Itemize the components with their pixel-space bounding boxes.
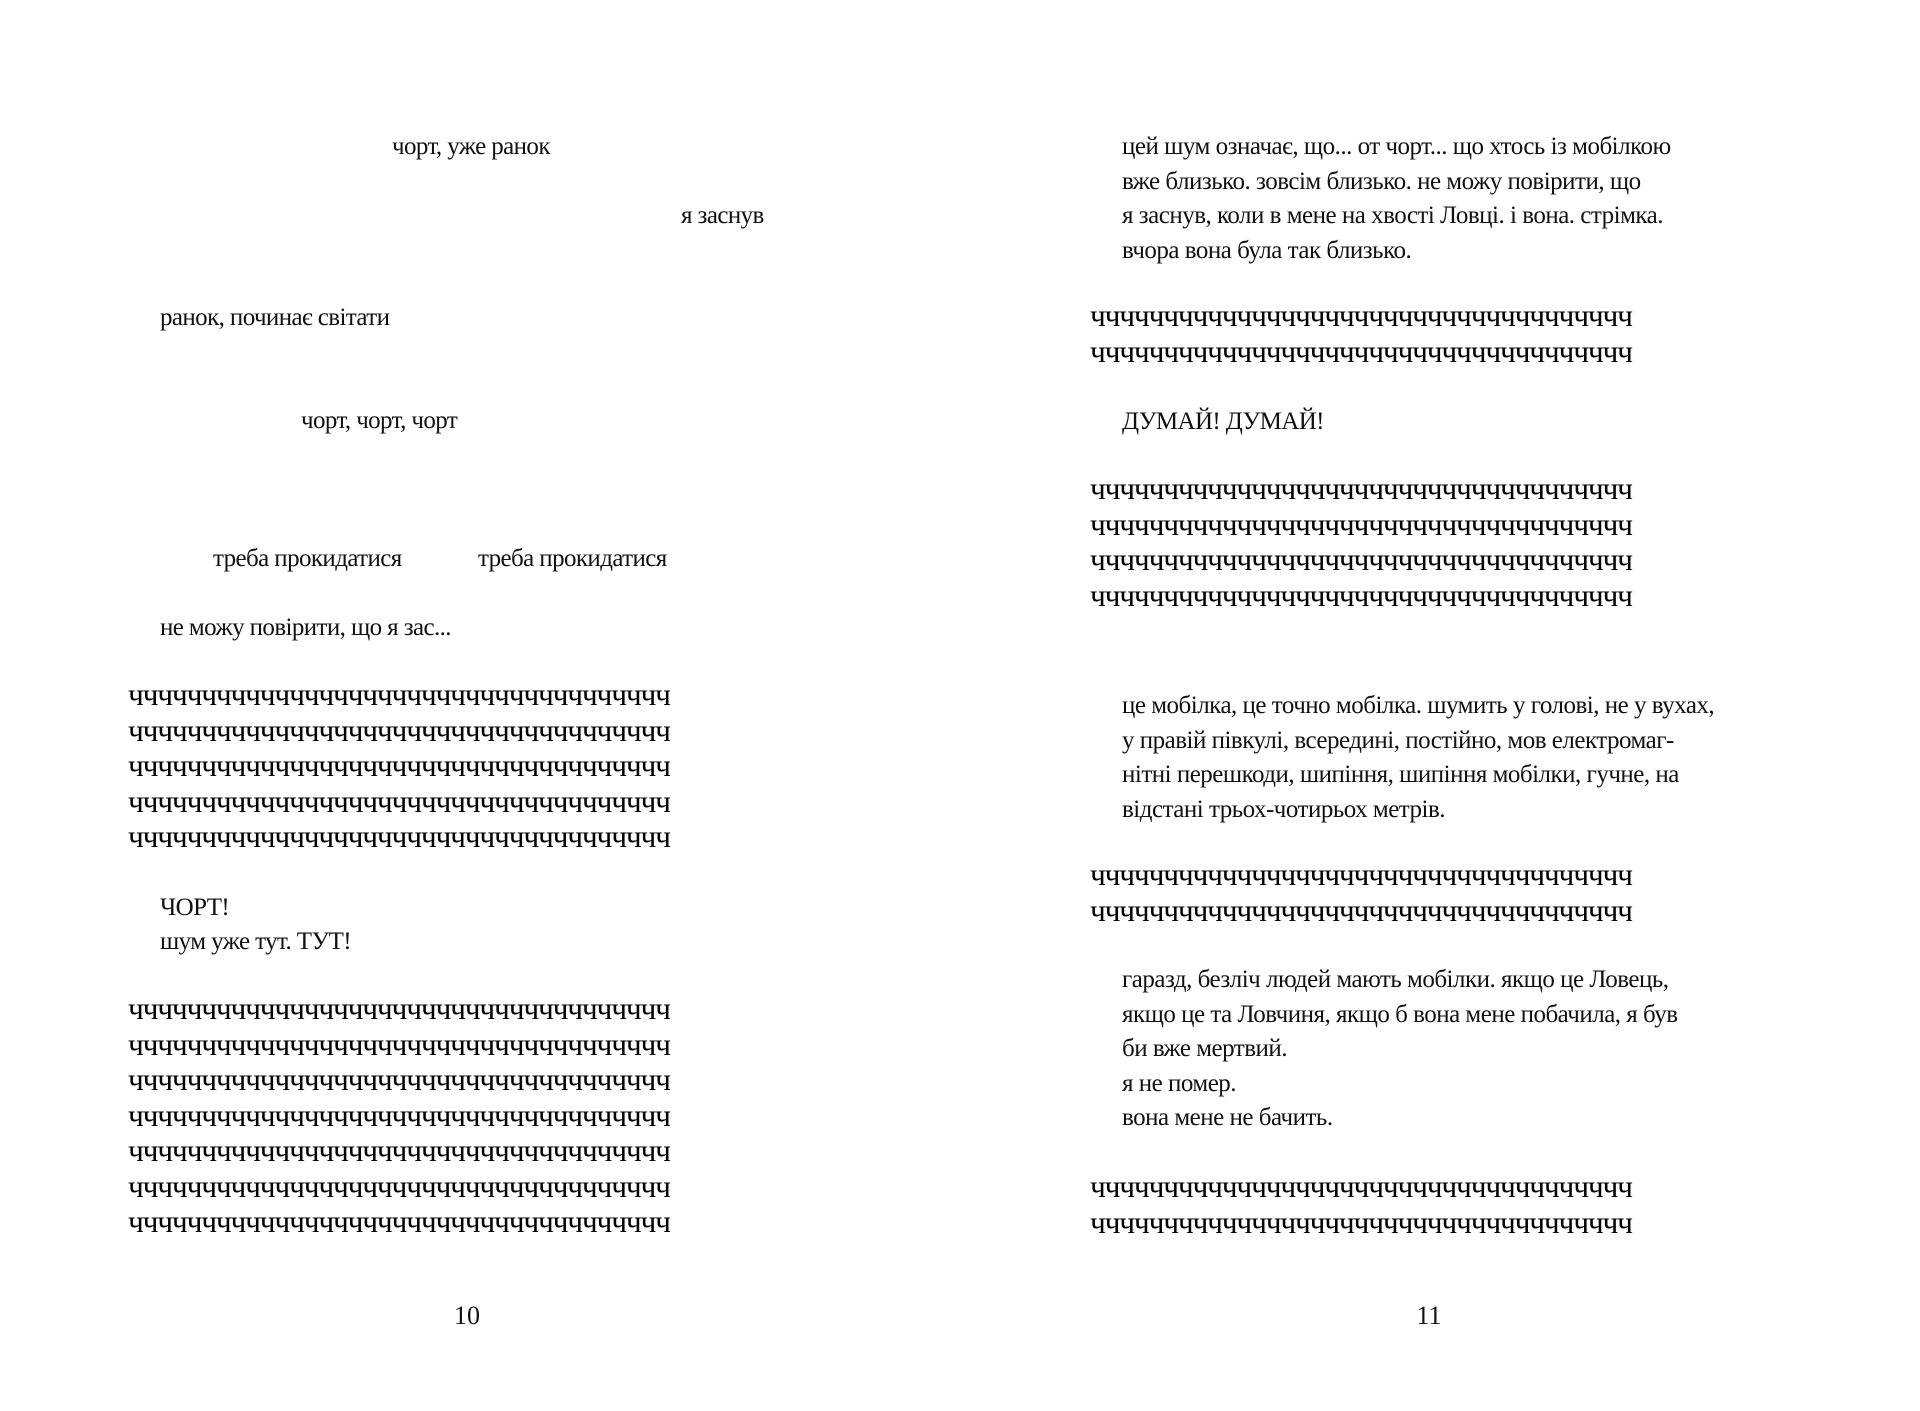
text-line: треба прокидатися	[478, 545, 667, 572]
noise-line: ччччччччччччччччччччччччччччччччччччч	[128, 991, 670, 1026]
paragraph-line: це мобілка, це точно мобілка. шумить у голові, не у вухах,	[1122, 692, 1715, 719]
paragraph-line: цей шум означає, що... от чорт... що хтось із мобілкою	[1122, 133, 1671, 160]
paragraph	[1122, 963, 1707, 1136]
noise-line: ччччччччччччччччччччччччччччччччччччч	[1090, 892, 1632, 928]
noise-line: ччччччччччччччччччччччччччччччччччччч	[128, 1026, 670, 1062]
noise-line: ччччччччччччччччччччччччччччччччччччч	[128, 819, 670, 854]
paragraph-line: вона мене не бачить.	[1122, 1104, 1333, 1131]
noise-line: ччччччччччччччччччччччччччччччччччччч	[128, 712, 670, 748]
text-line: чорт, уже ранок	[392, 133, 550, 160]
noise-line: ччччччччччччччччччччччччччччччччччччч	[1090, 506, 1632, 542]
text-line: чорт, чорт, чорт	[301, 407, 458, 434]
noise-line: ччччччччччччччччччччччччччччччччччччч	[128, 677, 670, 712]
noise-block	[1090, 298, 1772, 369]
noise-line: ччччччччччччччччччччччччччччччччччччч	[128, 1133, 670, 1168]
noise-line: ччччччччччччччччччччччччччччччччччччч	[128, 748, 670, 783]
right-page	[960, 0, 1920, 1411]
text-line: не можу повірити, що я зас...	[160, 614, 451, 641]
noise-block	[128, 991, 810, 1240]
text-line: ДУМАЙ! ДУМАЙ!	[1122, 408, 1324, 435]
paragraph-line: якщо це та Ловчиня, якщо б вона мене побачила, я був	[1122, 1000, 1678, 1028]
paragraph	[1122, 689, 1715, 827]
noise-line: ччччччччччччччччччччччччччччччччччччч	[1090, 542, 1632, 577]
noise-line: ччччччччччччччччччччччччччччччччччччч	[1090, 577, 1632, 613]
noise-block	[1090, 1169, 1772, 1240]
paragraph-line: гаразд, безліч людей мають мобілки. якщо це Ловець,	[1122, 966, 1669, 993]
noise-block	[1090, 471, 1772, 613]
noise-line: ччччччччччччччччччччччччччччччччччччч	[128, 783, 670, 819]
noise-line: ччччччччччччччччччччччччччччччччччччч	[1090, 1169, 1632, 1204]
text-line: ЧОРТ!	[160, 894, 230, 921]
noise-block	[1090, 857, 1772, 928]
noise-line: ччччччччччччччччччччччччччччччччччччч	[1090, 471, 1632, 506]
text-line: шум уже тут. ТУТ!	[160, 928, 351, 955]
text-line: я заснув	[681, 202, 764, 229]
paragraph-line: би вже мертвий.	[1122, 1035, 1288, 1062]
noise-line: ччччччччччччччччччччччччччччччччччччч	[128, 1062, 670, 1097]
paragraph-line: нітні перешкоди, шипіння, шипіння мобілки, гучне, на	[1122, 761, 1679, 788]
noise-line: ччччччччччччччччччччччччччччччччччччч	[1090, 333, 1632, 369]
paragraph-line: я не помер.	[1122, 1069, 1237, 1097]
page-number: 10	[454, 1301, 480, 1330]
text-line: треба прокидатися	[213, 545, 402, 572]
paragraph	[1122, 130, 1707, 268]
noise-line: ччччччччччччччччччччччччччччччччччччч	[1090, 857, 1632, 892]
paragraph-line: вчора вона була так близько.	[1122, 236, 1412, 264]
noise-block	[128, 677, 810, 855]
paragraph-line: я заснув, коли в мене на хвості Ловці. і вона. стрімка.	[1122, 202, 1664, 229]
paragraph-line: відстані трьох-чотирьох метрів.	[1122, 795, 1446, 823]
paragraph-line: вже близько. зовсім близько. не можу повірити, що	[1122, 167, 1641, 195]
noise-line: ччччччччччччччччччччччччччччччччччччч	[128, 1168, 670, 1204]
noise-line: ччччччччччччччччччччччччччччччччччччч	[1090, 1204, 1632, 1240]
paragraph-line: у правій півкулі, всередині, постійно, мов електромаг-	[1122, 726, 1674, 754]
page-number: 11	[1416, 1301, 1442, 1330]
noise-line: ччччччччччччччччччччччччччччччччччччч	[128, 1097, 670, 1133]
noise-line: ччччччччччччччччччччччччччччччччччччч	[1090, 298, 1632, 333]
noise-line: ччччччччччччччччччччччччччччччччччччч	[128, 1204, 670, 1239]
text-line: ранок, починає світати	[160, 304, 390, 331]
